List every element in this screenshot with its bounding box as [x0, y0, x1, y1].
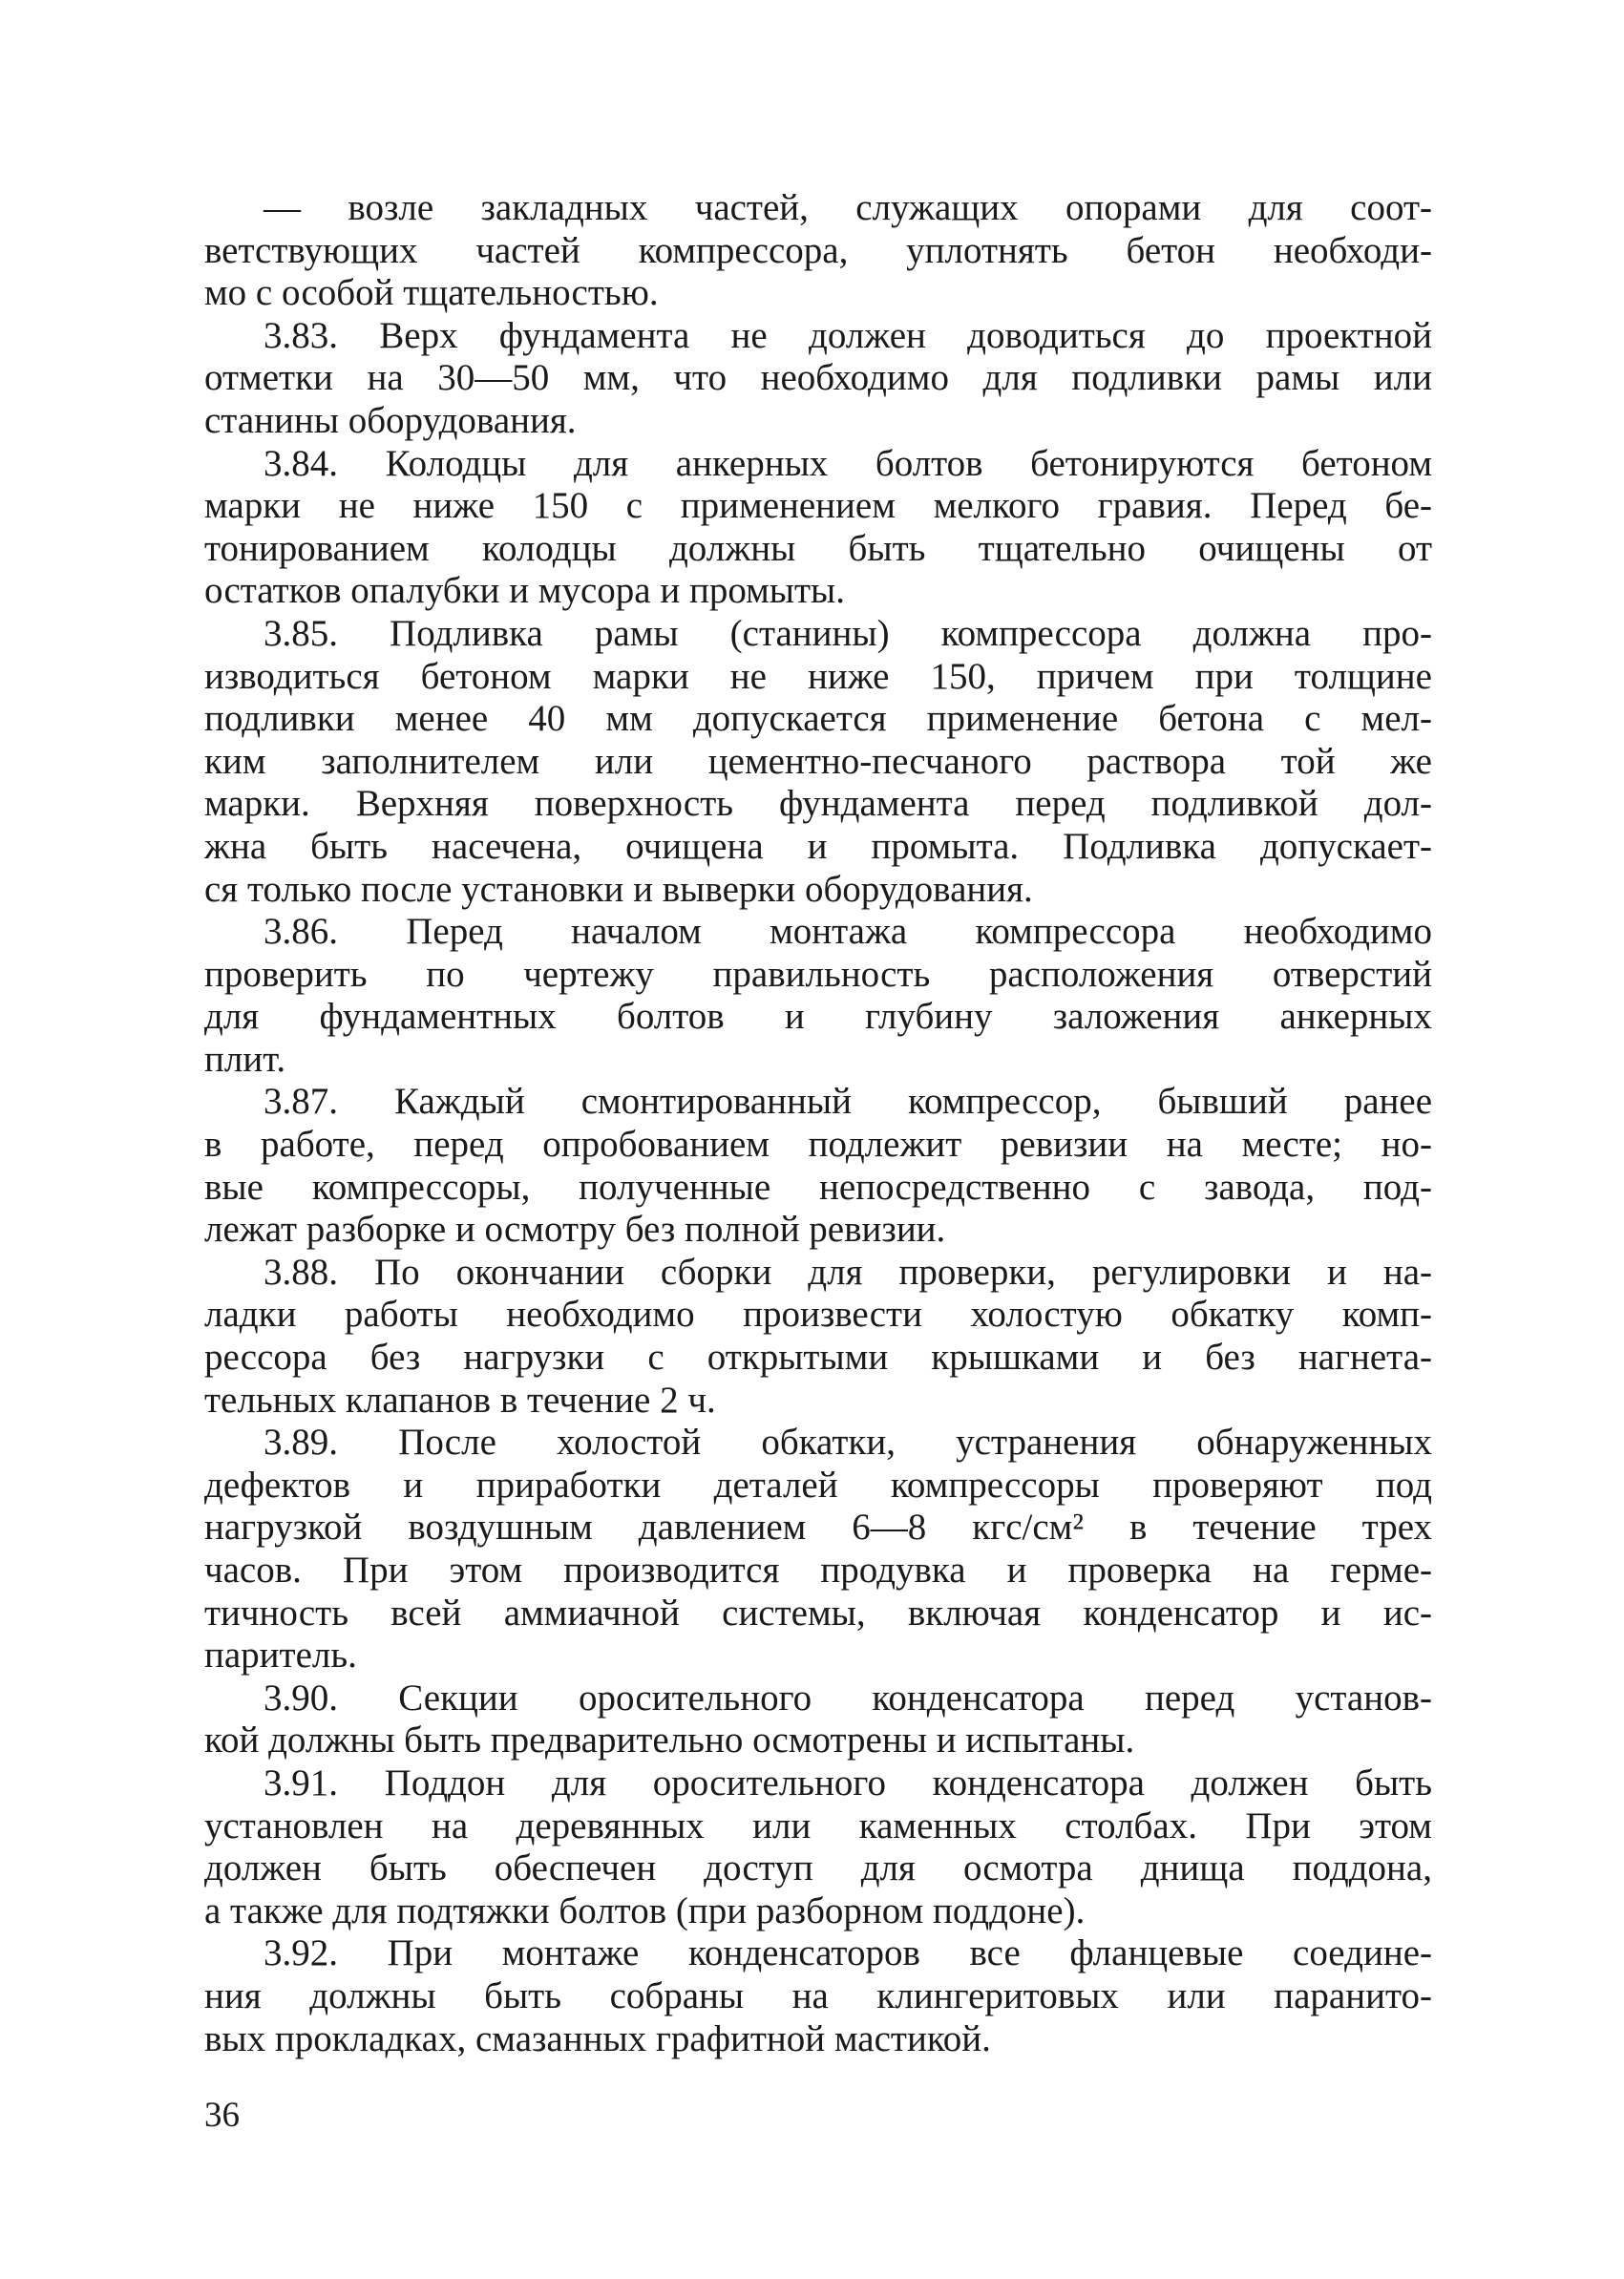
- paragraph-3-90: [204, 1678, 1432, 1762]
- text-line: 3.89. После холостой обкатки, устранения обнаруженных: [264, 1422, 1432, 1464]
- text-line: 3.92. При монтаже конденсаторов все фланцевые соедине-: [264, 1932, 1432, 1974]
- text-line: тичность всей аммиачной системы, включая конденсатор и ис-: [204, 1592, 1432, 1634]
- text-line: 3.87. Каждый смонтированный компрессор, бывший ранее: [264, 1081, 1432, 1123]
- text-line: в работе, перед опробованием подлежит ревизии на месте; но-: [204, 1124, 1432, 1166]
- paragraph-3-85: [204, 613, 1432, 911]
- text-line: остатков опалубки и мусора и промыты.: [204, 570, 845, 612]
- text-line: 3.91. Поддон для оросительного конденсатора должен быть: [264, 1762, 1432, 1804]
- paragraph-3-89: [204, 1422, 1432, 1678]
- text-line: ния должны быть собраны на клингеритовых или паранито-: [204, 1974, 1432, 2016]
- text-line: должен быть обеспечен доступ для осмотра днища поддона,: [204, 1847, 1432, 1889]
- page-number: 36: [204, 2096, 240, 2135]
- paragraph-3-92: [204, 1932, 1432, 2060]
- text-line: часов. При этом производится продувка и проверка на герме-: [204, 1550, 1432, 1591]
- paragraph-continuation: [204, 187, 1432, 315]
- paragraph-3-87: [204, 1081, 1432, 1251]
- text-line: ветствующих частей компрессора, уплотнять бетон необходи-: [204, 229, 1432, 271]
- text-line: плит.: [204, 1038, 286, 1080]
- text-line: 3.83. Верх фундамента не должен доводиться до проектной: [264, 314, 1432, 356]
- paragraph-3-83: [204, 315, 1432, 443]
- text-line: вых прокладках, смазанных графитной мастикой.: [204, 2017, 991, 2059]
- text-line: отметки на 30—50 мм, что необходимо для подливки рамы или: [204, 357, 1432, 399]
- text-line: 3.84. Колодцы для анкерных болтов бетонируются бетоном: [264, 442, 1432, 484]
- text-line: изводиться бетоном марки не ниже 150, причем при толщине: [204, 655, 1432, 697]
- text-line: ся только после установки и выверки оборудования.: [204, 868, 1033, 910]
- text-line: мо с особой тщательностью.: [204, 272, 659, 314]
- paragraph-3-88: [204, 1252, 1432, 1422]
- paragraph-3-91: [204, 1762, 1432, 1932]
- paragraph-3-86: [204, 911, 1432, 1081]
- text-line: станины оборудования.: [204, 399, 577, 441]
- text-line: установлен на деревянных или каменных столбах. При этом: [204, 1804, 1432, 1846]
- text-line: а также для подтяжки болтов (при разборном поддоне).: [204, 1889, 1086, 1931]
- text-line: жна быть насечена, очищена и промыта. Подливка допускает-: [204, 825, 1432, 867]
- text-line: ладки работы необходимо произвести холостую обкатку комп-: [204, 1294, 1432, 1336]
- text-line: рессора без нагрузки с открытыми крышками и без нагнета-: [204, 1337, 1432, 1379]
- text-line: нагрузкой воздушным давлением 6—8 кгс/см² в течение трех: [204, 1507, 1432, 1549]
- text-line: проверить по чертежу правильность расположения отверстий: [204, 953, 1432, 995]
- text-line: для фундаментных болтов и глубину заложения анкерных: [204, 996, 1432, 1038]
- text-line: ким заполнителем или цементно-песчаного раствора той же: [204, 740, 1432, 782]
- text-line: тонированием колодцы должны быть тщательно очищены от: [204, 527, 1432, 569]
- text-line: 3.90. Секции оросительного конденсатора перед установ-: [264, 1677, 1432, 1719]
- text-line: 3.85. Подливка рамы (станины) компрессора должна про-: [264, 612, 1432, 654]
- text-line: кой должны быть предварительно осмотрены и испытаны.: [204, 1720, 1135, 1762]
- paragraph-3-84: [204, 443, 1432, 613]
- text-line: вые компрессоры, полученные непосредственно с завода, под-: [204, 1166, 1432, 1208]
- text-line: паритель.: [204, 1635, 357, 1677]
- text-line: 3.88. По окончании сборки для проверки, регулировки и на-: [264, 1251, 1432, 1293]
- text-line: лежат разборке и осмотру без полной ревизии.: [204, 1209, 946, 1251]
- text-line: тельных клапанов в течение 2 ч.: [204, 1379, 716, 1421]
- text-line: марки не ниже 150 с применением мелкого гравия. Перед бе-: [204, 485, 1432, 527]
- text-line: марки. Верхняя поверхность фундамента перед подливкой дол-: [204, 783, 1432, 825]
- body-text: [204, 187, 1432, 2060]
- text-line: — возле закладных частей, служащих опорами для соот-: [264, 187, 1432, 228]
- text-line: подливки менее 40 мм допускается применение бетона с мел-: [204, 698, 1432, 740]
- text-line: дефектов и приработки деталей компрессоры проверяют под: [204, 1464, 1432, 1506]
- text-line: 3.86. Перед началом монтажа компрессора необходимо: [264, 911, 1432, 953]
